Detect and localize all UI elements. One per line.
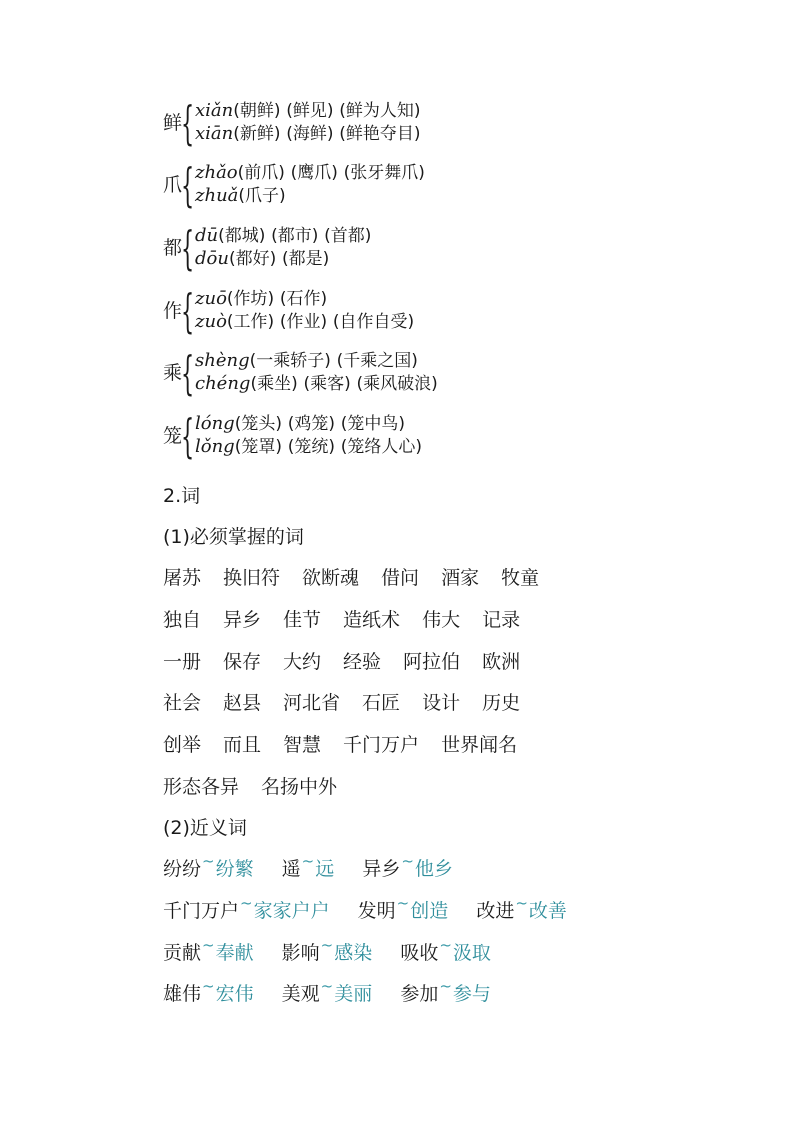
example: (笼络人心) xyxy=(340,437,422,457)
tilde-mark: ~ xyxy=(240,894,253,912)
word: 佳节 xyxy=(283,609,322,631)
example: (海鲜) xyxy=(286,124,334,144)
synonym: 美丽 xyxy=(334,983,373,1005)
synonym-pair xyxy=(476,896,567,923)
reading-line xyxy=(195,350,418,372)
word: 创举 xyxy=(163,734,202,756)
word-row xyxy=(163,688,542,714)
synonym: 改善 xyxy=(528,900,567,922)
tilde-mark: ~ xyxy=(396,894,410,912)
word: 河北省 xyxy=(283,692,341,714)
word-row xyxy=(163,772,359,798)
word: 屠苏 xyxy=(163,567,202,589)
example: (笼头) xyxy=(234,414,282,434)
word-row xyxy=(163,730,539,756)
word: 贡献 xyxy=(163,942,202,964)
synonym-pair xyxy=(282,979,373,1006)
example: (乘客) xyxy=(303,374,351,394)
word: 名扬中外 xyxy=(261,776,338,798)
example: (爪子) xyxy=(238,186,286,206)
polyphone-group xyxy=(163,96,763,150)
word-row xyxy=(163,563,561,589)
word: 牧童 xyxy=(501,567,540,589)
subsection-title: (1)必须掌握的词 xyxy=(163,526,304,548)
reading-line xyxy=(195,248,329,270)
brace-icon: { xyxy=(181,96,195,150)
word: 伟大 xyxy=(422,609,461,631)
example: (鸡笼) xyxy=(287,414,335,434)
synonym: 他乡 xyxy=(414,858,453,880)
pinyin: zuō xyxy=(195,288,227,309)
pinyin: lǒng xyxy=(195,436,235,457)
polyphone-group xyxy=(163,284,763,338)
tilde-mark: ~ xyxy=(202,852,215,870)
example: (都城) xyxy=(218,226,266,246)
polyphone-char: 笼 xyxy=(163,425,183,447)
reading-line xyxy=(195,100,421,122)
reading-line xyxy=(195,225,371,247)
tilde-mark: ~ xyxy=(401,852,414,870)
word: 欧洲 xyxy=(482,651,521,673)
synonym-row xyxy=(163,896,589,922)
example: (笼统) xyxy=(287,437,335,457)
word: 酒家 xyxy=(441,567,480,589)
word: 大约 xyxy=(283,651,322,673)
synonym-pair xyxy=(358,896,449,923)
polyphone-group xyxy=(163,158,763,212)
word: 异乡 xyxy=(223,609,262,631)
word: 形态各异 xyxy=(163,776,240,798)
word: 千门万户 xyxy=(163,900,240,922)
synonym: 宏伟 xyxy=(215,983,254,1005)
example: (鹰爪) xyxy=(290,163,338,183)
example: (作业) xyxy=(279,312,328,332)
tilde-mark: ~ xyxy=(515,894,528,912)
word: 异乡 xyxy=(362,858,401,880)
synonym-row xyxy=(163,938,513,964)
word: 设计 xyxy=(422,692,461,714)
synonym-pair xyxy=(163,938,254,965)
word: 千门万户 xyxy=(343,734,420,756)
word: 雄伟 xyxy=(163,983,202,1005)
synonym-row xyxy=(163,979,513,1005)
polyphone-group xyxy=(163,346,763,400)
tilde-mark: ~ xyxy=(439,977,452,995)
reading-line xyxy=(195,373,438,395)
reading-line xyxy=(195,123,421,145)
pinyin: dū xyxy=(195,225,219,246)
word: 记录 xyxy=(482,609,521,631)
example: (乘风破浪) xyxy=(356,374,438,394)
pinyin: xiǎn xyxy=(195,100,234,121)
pinyin: zhuǎ xyxy=(195,185,239,206)
synonym: 感染 xyxy=(334,942,373,964)
word: 借问 xyxy=(381,567,420,589)
section-title: 2.词 xyxy=(163,485,201,507)
synonym-pair xyxy=(163,979,254,1006)
word: 造纸术 xyxy=(343,609,401,631)
example: (鲜为人知) xyxy=(339,101,421,121)
word: 社会 xyxy=(163,692,202,714)
polyphone-group xyxy=(163,409,763,463)
synonym: 创造 xyxy=(410,900,449,922)
word: 历史 xyxy=(482,692,521,714)
reading-line xyxy=(195,185,286,207)
word: 遥 xyxy=(281,858,301,880)
example: (鲜艳夺目) xyxy=(339,124,421,144)
synonym: 奉献 xyxy=(215,942,254,964)
synonym: 远 xyxy=(315,858,335,880)
word: 阿拉伯 xyxy=(403,651,461,673)
synonym-pair xyxy=(362,854,453,881)
example: (乘坐) xyxy=(250,374,298,394)
pinyin: shèng xyxy=(195,350,250,371)
word: 一册 xyxy=(163,651,202,673)
synonym: 家家户户 xyxy=(253,900,330,922)
brace-icon: { xyxy=(181,221,195,275)
brace-icon: { xyxy=(181,409,195,463)
reading-line xyxy=(195,311,414,333)
example: (千乘之国) xyxy=(336,351,418,371)
word-row xyxy=(163,605,542,631)
example: (新鲜) xyxy=(233,124,281,144)
word: 参加 xyxy=(400,983,439,1005)
word: 经验 xyxy=(343,651,382,673)
word: 赵县 xyxy=(223,692,262,714)
pinyin: zuò xyxy=(195,311,227,332)
polyphone-group xyxy=(163,221,763,275)
pinyin: zhǎo xyxy=(195,162,238,183)
word: 欲断魂 xyxy=(302,567,360,589)
brace-icon: { xyxy=(181,346,195,400)
brace-icon: { xyxy=(181,158,195,212)
word: 美观 xyxy=(281,983,320,1005)
pinyin: dōu xyxy=(195,248,229,269)
word: 纷纷 xyxy=(163,858,202,880)
brace-icon: { xyxy=(181,284,195,338)
synonym-pair xyxy=(282,938,373,965)
synonym: 参与 xyxy=(452,983,491,1005)
tilde-mark: ~ xyxy=(439,936,452,954)
polyphone-char: 爪 xyxy=(163,174,183,196)
tilde-mark: ~ xyxy=(320,936,334,954)
word: 影响 xyxy=(281,942,320,964)
example: (都市) xyxy=(271,226,319,246)
word: 世界闻名 xyxy=(441,734,518,756)
synonym-pair xyxy=(400,938,491,965)
reading-line xyxy=(195,413,405,435)
word: 保存 xyxy=(223,651,262,673)
pinyin: lóng xyxy=(195,413,235,434)
word: 石匠 xyxy=(362,692,401,714)
reading-line xyxy=(195,436,422,458)
reading-line xyxy=(195,162,425,184)
word: 独自 xyxy=(163,609,202,631)
example: (都好) xyxy=(228,249,277,269)
example: (一乘轿子) xyxy=(249,351,331,371)
synonym-pair xyxy=(282,854,335,881)
example: (笼罩) xyxy=(234,437,282,457)
synonym-pair xyxy=(163,854,254,881)
synonym-pair xyxy=(400,979,491,1006)
synonym: 汲取 xyxy=(452,942,491,964)
example: (朝鲜) xyxy=(233,101,281,121)
word-row xyxy=(163,647,542,673)
word: 换旧符 xyxy=(223,567,281,589)
reading-line xyxy=(195,288,327,310)
example: (前爪) xyxy=(237,163,285,183)
synonym: 纷繁 xyxy=(215,858,254,880)
example: (工作) xyxy=(226,312,275,332)
polyphone-char: 乘 xyxy=(163,362,183,384)
example: (石作) xyxy=(279,289,328,309)
example: (鲜见) xyxy=(286,101,334,121)
example: (笼中鸟) xyxy=(340,414,405,434)
example: (首都) xyxy=(324,226,372,246)
word: 吸收 xyxy=(400,942,439,964)
word: 而且 xyxy=(223,734,262,756)
word: 发明 xyxy=(357,900,396,922)
subsection-title: (2)近义词 xyxy=(163,817,247,839)
tilde-mark: ~ xyxy=(301,852,315,870)
word: 改进 xyxy=(476,900,515,922)
polyphone-char: 鲜 xyxy=(163,112,183,134)
pinyin: chéng xyxy=(195,373,251,394)
pinyin: xiān xyxy=(195,123,234,144)
example: (都是) xyxy=(281,249,330,269)
polyphone-char: 都 xyxy=(163,237,183,259)
synonym-pair xyxy=(163,896,330,923)
tilde-mark: ~ xyxy=(202,936,215,954)
example: (张牙舞爪) xyxy=(343,163,425,183)
tilde-mark: ~ xyxy=(320,977,334,995)
example: (作坊) xyxy=(226,289,275,309)
tilde-mark: ~ xyxy=(202,977,215,995)
example: (自作自受) xyxy=(332,312,415,332)
synonym-row xyxy=(163,854,475,880)
polyphone-char: 作 xyxy=(163,300,183,322)
word: 智慧 xyxy=(283,734,322,756)
